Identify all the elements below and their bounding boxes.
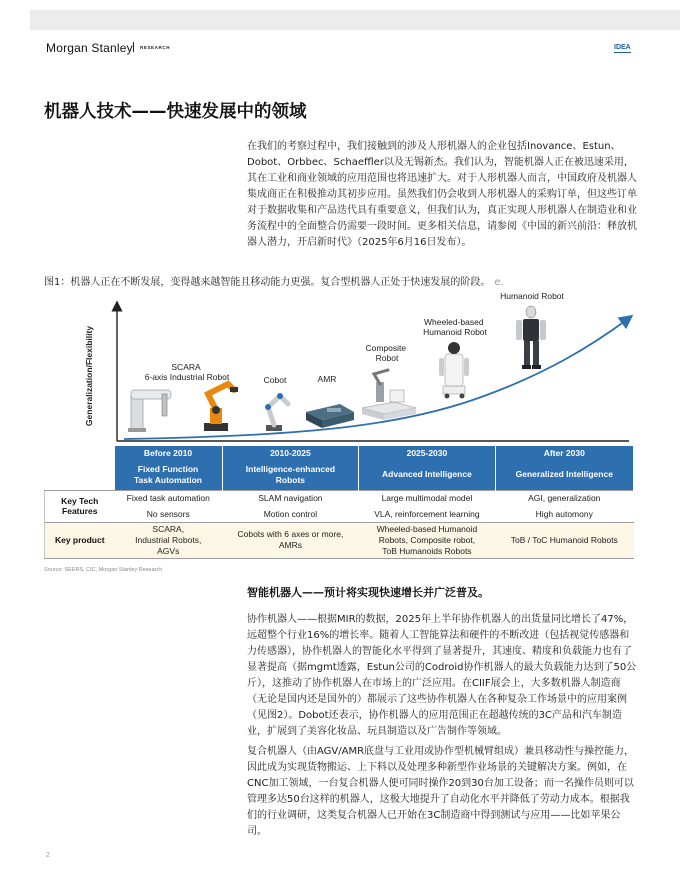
period-header: 2010-2025 <box>222 446 359 460</box>
label-wheeled-line2: Humanoid Robot <box>423 327 487 337</box>
stage-header-text: Fixed Function Task Automation <box>133 463 202 485</box>
robot-evolution-chart <box>44 286 636 446</box>
label-wheeled-humanoid <box>423 317 487 337</box>
evolution-table <box>44 446 634 559</box>
period-header: 2025-2030 <box>359 446 495 460</box>
top-banner <box>30 10 680 30</box>
stage-header <box>495 460 633 490</box>
table-cell <box>115 522 223 558</box>
label-composite-line2: Robot <box>375 353 399 363</box>
industrial-robot-image <box>204 384 238 431</box>
table-cell: High automony <box>535 508 593 519</box>
figure-source: Source: SEERS, CIC, Morgan Stanley Research <box>44 567 163 573</box>
humanoid-image <box>516 306 546 369</box>
stage-header-text: Generalized Intelligence <box>515 469 613 480</box>
stage-header <box>222 460 359 490</box>
page-title: 机器人技术——快速发展中的领域 <box>44 102 307 122</box>
label-cobot: Cobot <box>263 375 287 385</box>
amr-image <box>306 404 354 428</box>
label-scara-line2: 6-axis Industrial Robot <box>144 372 230 382</box>
table-cell: AGI, generalization <box>495 490 633 506</box>
label-scara <box>145 362 230 382</box>
label-composite <box>365 343 408 363</box>
scara-robot-image <box>128 390 171 432</box>
composite-paragraph: 复合机器人（由AGV/AMR底盘与工业用或协作型机械臂组成）兼具移动性与操控能力，因此成为实现货物搬运、上下料以及处理多种新型作业场景的关键解决方案。例如，在CNC加工领域，一台复合机器人便可同时操作20到30台加工设备；而一名操作员则可以管理多达50台这样的机器人，这极大地提升了自动化水平并降低了劳动力成本。根据我们的行业调研，这类复合机器人已开始在3C制造商中得到测试与应用——比如苹果公司。 <box>247 746 635 837</box>
table-cell: Motion control <box>263 508 318 519</box>
key-product-label: Key product <box>45 522 115 558</box>
period-header: After 2030 <box>495 446 633 460</box>
label-wheeled-line1: Wheeled-based <box>424 317 484 327</box>
stage-header <box>359 460 495 490</box>
table-cell: Large multimodal model <box>359 490 495 506</box>
table-cell <box>222 522 359 558</box>
table-cell: Fixed task automation <box>115 490 223 506</box>
table-cell <box>495 522 633 558</box>
period-header: Before 2010 <box>115 446 223 460</box>
table-cell: VLA, reinforcement learning <box>374 508 480 519</box>
figure-caption-text: 图1：机器人正在不断发展，变得越来越智能且移动能力更强。复合型机器人正处于快速发展的阶段。 <box>44 277 491 288</box>
product-cell-text: Wheeled-based Humanoid Robots, Composite robot, ToB Humanoids Robots <box>376 523 478 556</box>
product-cell-text: SCARA, Industrial Robots, AGVs <box>135 523 202 556</box>
label-scara-line1: SCARA <box>171 362 201 372</box>
stage-header <box>115 460 223 490</box>
table-corner-blank <box>45 460 115 490</box>
table-cell: No sensors <box>146 508 190 519</box>
caption-mark: e. <box>494 277 504 288</box>
label-composite-line1: Composite <box>365 343 407 353</box>
key-tech-label <box>45 490 115 522</box>
brand-section: RESEARCH <box>140 45 171 50</box>
table-cell <box>359 522 495 558</box>
section-heading: 智能机器人——预计将实现快速增长并广泛普及。 <box>247 586 489 599</box>
cobot-image <box>265 393 288 431</box>
brand-divider <box>133 42 134 52</box>
product-cell-text: ToB / ToC Humanoid Robots <box>510 534 618 545</box>
stage-header-text: Advanced Intelligence <box>382 469 472 480</box>
cobot-paragraph: 协作机器人——根据MIR的数据，2025年上半年协作机器人的出货量同比增长了47%，远超整个行业16%的增长率。随着人工智能算法和硬件的不断改进（包括视觉传感器和力传感器），协作机器人的智能化水平得到了显著提升，其速度、精度和负载能力也有了显著提高（据mgmt透露，Estun公司的Codroid协作机器人的最大负载能力达到了50公斤），这推动了协作机器人在市场上的广泛应用。在CIIF展会上，大多数机器人制造商（无论是国内还是国外的）都展示了这些协作机器人在各种复杂工作场景中的应用案例（见图2）。Dobot还表示，协作机器人的应用范围正在超越传统的3C产品和汽车制造业，扩展到了美容化妆品、玩具制造以及广告制作等领域。 <box>247 614 637 737</box>
stage-header-text: Intelligence-enhanced Robots <box>245 463 336 485</box>
intro-paragraph: 在我们的考察过程中，我们接触到的涉及人形机器人的企业包括Inovance、Estun、Dobot、Orbbec、Schaeffler以及无锡新杰。我们认为，智能机器人正在被迅速采用，其在工业和商业领域的应用范围也将迅速扩大。对于人形机器人而言，中国政府及机器人集成商正在积极推动其初步应用。虽然我们仍会收到人形机器人的采购订单，但这些订单对于数据收集和产品迭代具有重要意义，但我们认为，真正实现人形机器人在制造业和业务流程中的全面整合仍需要一段时间。更多相关信息，请参阅《中国的新兴前沿：释放机器人潜力，开启新时代》（2025年6月16日发布）。 <box>247 141 637 248</box>
composite-robot-image <box>362 370 416 420</box>
label-humanoid: Humanoid Robot <box>500 291 564 301</box>
table-corner-blank <box>45 446 115 460</box>
page-number: 2 <box>46 852 50 859</box>
wheeled-humanoid-image <box>439 342 469 399</box>
idea-tag: IDEA <box>614 44 631 51</box>
label-amr: AMR <box>317 374 337 384</box>
product-cell-text: Cobots with 6 axes or more, AMRs <box>237 529 344 550</box>
y-axis-label: Generalization/Flexibility <box>84 325 94 427</box>
table-cell: SLAM navigation <box>222 490 359 506</box>
brand-logo: Morgan Stanley <box>46 41 133 55</box>
key-tech-label-text: Key Tech Features <box>61 496 99 516</box>
